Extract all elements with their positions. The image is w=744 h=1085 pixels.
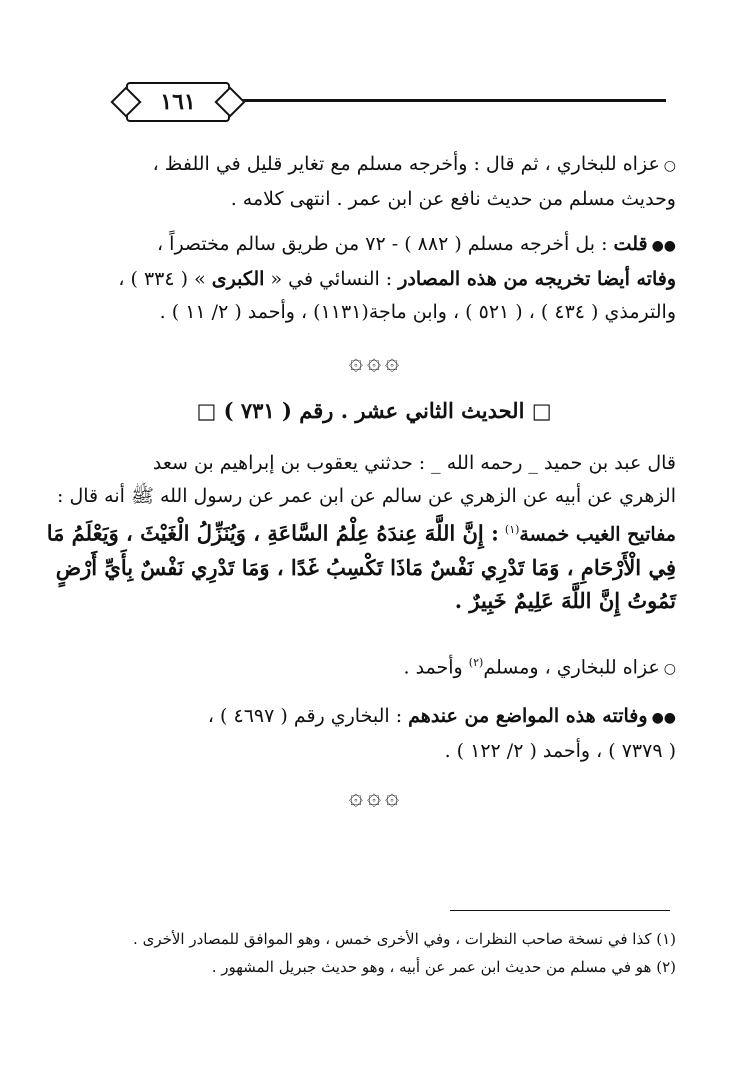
ornament-icon: ۞ [348, 347, 363, 375]
ornament-icon: ۞ [348, 782, 363, 810]
note-lead: قلت [613, 233, 648, 255]
paragraph-line: ●●وفاتته هذه المواضع من عندهم : البخاري رقم ( ٤٦٩٧ ) ، [207, 705, 676, 727]
paragraph-note [72, 228, 676, 329]
paragraph-line: ○عزاه للبخاري ، ومسلم$^{(٢)}$ وأحمد . [403, 656, 676, 679]
paragraph-line: وحديث مسلم من حديث نافع عن ابن عمر . انتهى كلامه . [230, 188, 676, 210]
paragraph-line: مفاتيح الغيب خمسة$^{(١)}$ : إِنَّ اللَّهَ عِندَهُ عِلْمُ السَّاعَةِ ، وَيُنَزِّلُ الْغَيْثَ ، وَيَعْلَمُ مَا [46, 520, 676, 546]
ornament-icon: ۞ [366, 347, 382, 375]
page-header [66, 80, 666, 120]
header-rule [176, 99, 666, 102]
paragraph-line: وفاته أيضا تخريجه من هذه المصادر : النسائي في « الكبرى » ( ٣٣٤ ) ، [118, 268, 676, 290]
footnote-rule [450, 910, 670, 911]
ornament-icon: ۞ [366, 782, 382, 810]
paragraph-line: فِي الْأَرْحَامِ ، وَمَا تَدْرِي نَفْسٌ مَاذَا تَكْسِبُ غَدًا ، وَمَا تَدْرِي نَفْسٌ بِأَيِّ أَرْضٍ [55, 555, 676, 581]
footnote-ref: (٢) [468, 656, 484, 669]
paragraph-line: قال عبد بن حميد _ رحمه الله _ : حدثني يعقوب بن إبراهيم بن سعد [152, 452, 676, 474]
paragraph-line: ○عزاه للبخاري ، ثم قال : وأخرجه مسلم مع تغاير قليل في اللفظ ، [152, 153, 676, 175]
circle-marker-icon: ○ [663, 158, 676, 174]
ornament-icon: ۞ [385, 347, 400, 375]
circle-marker-icon: ○ [663, 661, 676, 678]
square-marker-icon: □ [531, 398, 552, 423]
footnote: (٢) هو في مسلم من حديث ابن عمر عن أبيه ، وهو حديث جبريل المشهور . [211, 958, 676, 976]
paragraph-line: ( ٧٣٧٩ ) ، وأحمد ( ٢/ ١٢٢ ) . [444, 740, 676, 762]
paragraph-line: تَمُوتُ إِنَّ اللَّهَ عَلِيمٌ خَبِيرٌ . [454, 588, 676, 614]
paragraph-line: والترمذي ( ٤٣٤ ) ، ( ٥٢١ ) ، وابن ماجة(١١٣١) ، وأحمد ( ٢/ ١١ ) . [159, 301, 676, 323]
paragraph-attribution-2 [72, 646, 676, 686]
square-marker-icon: □ [196, 398, 217, 423]
paragraph-note-2 [72, 700, 676, 768]
footnotes [72, 925, 676, 981]
section-heading: □ الحديث الثاني عشر . رقم ( ٧٣١ ) □ [196, 398, 552, 423]
page-number: ١٦١ [160, 89, 196, 115]
paragraph-line: ●●قلت : بل أخرجه مسلم ( ٨٨٢ ) - ٧٢ من طريق سالم مختصراً ، [157, 233, 676, 255]
paragraph-attribution [72, 148, 676, 216]
double-dot-marker-icon: ●● [651, 710, 676, 726]
section-divider [72, 782, 676, 810]
page-number-badge [126, 82, 230, 122]
hadith-text [46, 447, 676, 617]
ornament-icon: ۞ [385, 782, 400, 810]
section-divider [72, 347, 676, 375]
footnote: (١) كذا في نسخة صاحب النظرات ، وفي الأخرى خمس ، وهو الموافق للمصادر الأخرى . [133, 930, 676, 948]
paragraph-line: الزهري عن أبيه عن الزهري عن سالم عن ابن عمر عن رسول الله ﷺ أنه قال : [57, 485, 676, 507]
footnote-ref: (١) [504, 523, 520, 536]
double-dot-marker-icon: ●● [651, 238, 676, 254]
